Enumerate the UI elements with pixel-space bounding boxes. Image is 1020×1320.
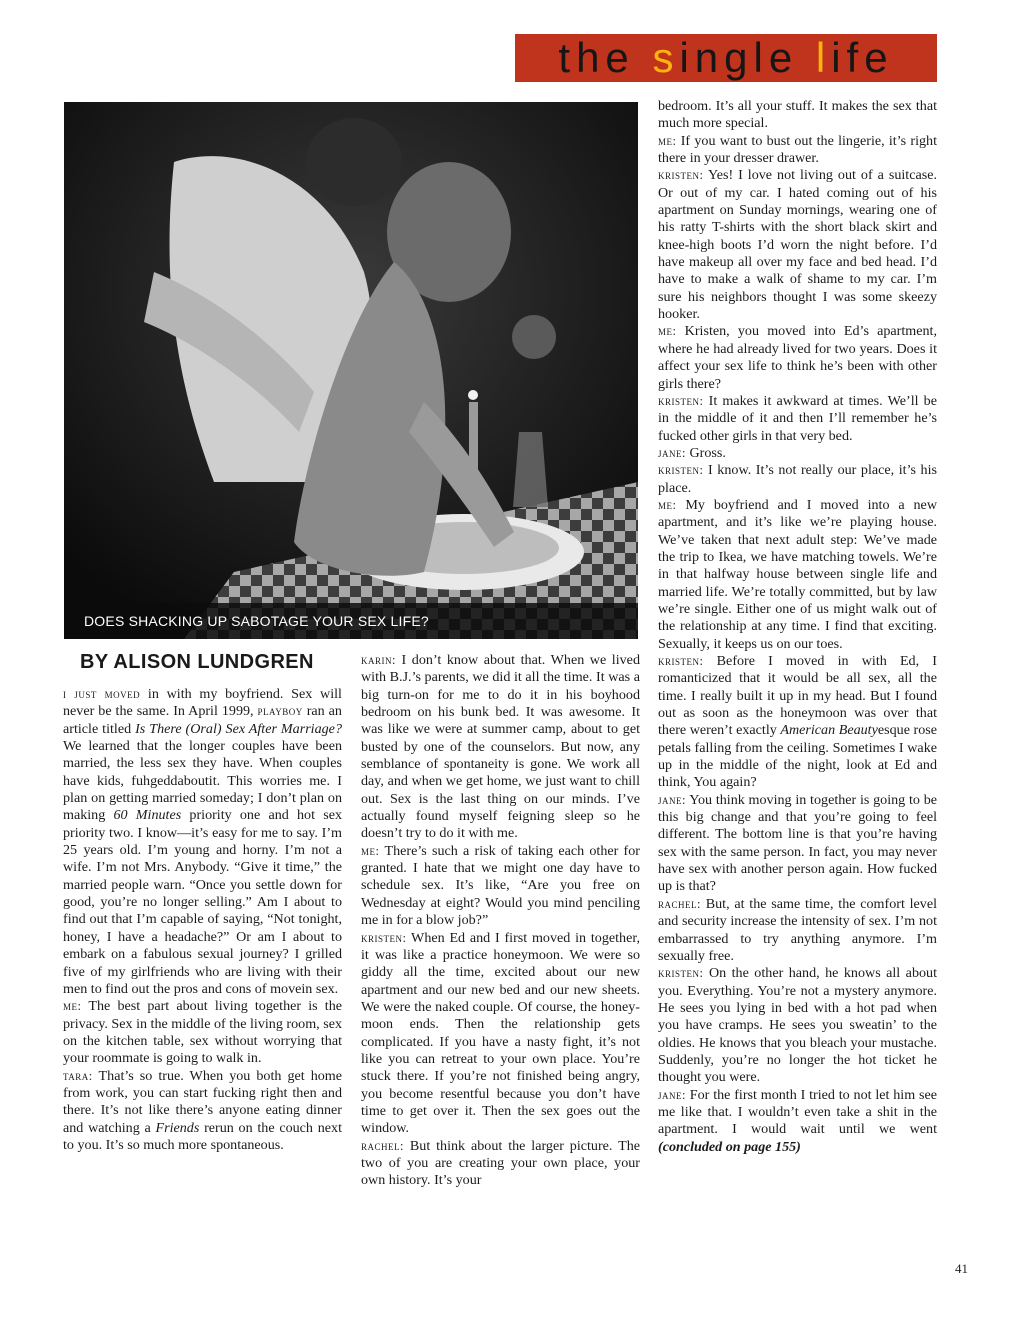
- dialogue-paragraph: kristen: On the other hand, he knows all about you. Everything. You’re not a mystery anymore. He sees you lying in bed with a hot pad when you have cramps. He sees you sweatin’ to the oldies. He knows that you bleach your mustache. Suddenly, you’re no longer the hot ticket he thought you were.: [658, 965, 937, 1086]
- section-title: the single life: [558, 34, 894, 81]
- couple-photo-illustration: [64, 102, 638, 639]
- dialogue-paragraph: kristen: It makes it awkward at times. We’ll be in the middle of it and then I’ll remember he’s fucked other girls in that very bed.: [658, 392, 937, 444]
- article-column-2: [361, 652, 640, 1190]
- section-banner: [515, 34, 937, 82]
- dialogue-paragraph: rachel: But, at the same time, the comfort level and security increase the intensity of sex. I’m not embarrassed to try anything anymore. I’m sexually free.: [658, 895, 937, 964]
- dialogue-paragraph: kristen: When Ed and I first moved in together, it was like a practice honeymoon. We were so giddy all the time, excited about our new apartment and our new bed and our new sheets. We were the naked couple. Of course, the honeymoon ends. Then the relationship gets complicated. If you have a nasty fight, it’s not like you can retreat to your own place. You’re stuck there. If you’re not finished being angry, you become resentful because you don’t have time to get over it. Then the sex goes out the window.: [361, 929, 640, 1137]
- dialogue-paragraph: me: If you want to bust out the lingerie, it’s right there in your dresser drawer.: [658, 132, 937, 167]
- article-column-3: [658, 98, 937, 1156]
- dialogue-paragraph: tara: That’s so true. When you both get home from work, you can start fucking right then and there. It’s not like there’s anyone eating dinner and watching a Friends rerun on the couch next to you. It’s so much more spontaneous.: [63, 1067, 342, 1153]
- byline: BY ALISON LUNDGREN: [80, 651, 314, 673]
- dialogue-paragraph: jane: You think moving in together is going to be this big change and that you’re going to feel different. The bottom line is that you’re having sex with the same person. In fact, you may never have sex with another person again. How fucked up is that?: [658, 791, 937, 895]
- article-photo: [64, 102, 638, 639]
- dialogue-paragraph: rachel: But think about the larger picture. The two of you are creating your own place, your own history. It’s your: [361, 1137, 640, 1189]
- caption-text: DOES SHACKING UP SABOTAGE YOUR SEX LIFE?: [84, 613, 429, 629]
- dialogue-paragraph: kristen: Yes! I love not living out of a suitcase. Or out of my car. I hated coming out of his apartment on Sunday mornings, wearing one of his ratty T-shirts with the short black skirt and knee-high boots I’d worn the night before. I’d have makeup all over my face and bed head. I’d have to make a walk of shame to my car. I’m sure his neighbors thought I was some skeezy hooker.: [658, 167, 937, 323]
- continuation-note: (concluded on page 155): [658, 1138, 801, 1155]
- continued-paragraph: bedroom. It’s all your stuff. It makes the sex that much more special.: [658, 98, 937, 132]
- photo-caption: [64, 603, 638, 639]
- intro-paragraph: i just moved in with my boyfriend. Sex will never be the same. In April 1999, playboy ran an article titled Is There (Oral) Sex After Marriage? We learned that the longer couples have been married, the less sex they have. When couples have kids, fuhgeddaboutit. This worries me. I plan on getting married someday; I don’t plan on making 60 Minutes priority one and hot sex priority two. I know—it’s easy for me to say. I’m 25 years old. I’m young and horny. I’m not a wife. I’m not Mrs. Anybody. “Give it time,” the married people warn. “Once you settle down for good, you’re no longer selling.” Am I about to find out that I’m capable of saying, “Not tonight, honey, I have a headache?” Or am I about to embark on a fabulous sexual journey? I grilled five of my girlfriends who are living with their men to find out the pros and cons of movein sex.: [63, 686, 342, 997]
- dialogue-paragraph: me: The best part about living together is the privacy. Sex in the middle of the living room, sex on the kitchen table, sex without worrying that your roommate is going to walk in.: [63, 998, 342, 1067]
- dialogue-paragraph: me: My boyfriend and I moved into a new apartment, and it’s like we’re playing house. We’ve taken that next adult step: We’ve made the trip to Ikea, we have matching towels. We’re in that halfway house between single life and married life. We’re totally committed, but by law we’re single. Either one of us might walk out of the relationship at any time. I find that exciting. Sexually, it keeps us on our toes.: [658, 496, 937, 652]
- article-column-1: [63, 686, 342, 1154]
- dialogue-paragraph: me: There’s such a risk of taking each other for granted. I hate that we might one day have to schedule sex. It’s like, “Are you free on Wednesday at eight? Would you mind penciling me in for a blow job?”: [361, 842, 640, 929]
- dialogue-paragraph: me: Kristen, you moved into Ed’s apartment, where he had already lived for two years. Does it affect your sex life to think he’s been with other girls there?: [658, 323, 937, 392]
- dialogue-paragraph: kristen: I know. It’s not really our place, it’s his place.: [658, 462, 937, 496]
- dialogue-paragraph: jane: For the first month I tried to not let him see me like that. I wouldn’t even take a shit in the apartment. I would wait until we went (concluded on page 155): [658, 1086, 937, 1155]
- dialogue-paragraph: kristen: Before I moved in with Ed, I romanticized that it would be all sex, all the time. I really built it up in my head. But I found out as soon as the honeymoon was over that there weren’t exactly American Beautyesque rose petals falling from the ceiling. Sometimes I wake up in the middle of the night, look at Ed and think, You again?: [658, 653, 937, 791]
- dialogue-paragraph: jane: Gross.: [658, 444, 726, 461]
- dialogue-paragraph: karin: I don’t know about that. When we lived with B.J.’s parents, we did it all the time. It was a big turn-on for me to do it in his boyhood bedroom on his bunk bed. It was awesome. It was like we were at summer camp, about to get busted by one of the counselors. But now, any semblance of spontaneity is gone. We work all day, and when we get home, we just want to chill out. Sex is the last thing on our minds. I’ve actually found myself feigning sleep so he doesn’t try to do it with me.: [361, 652, 640, 842]
- page-number: 41: [955, 1261, 968, 1276]
